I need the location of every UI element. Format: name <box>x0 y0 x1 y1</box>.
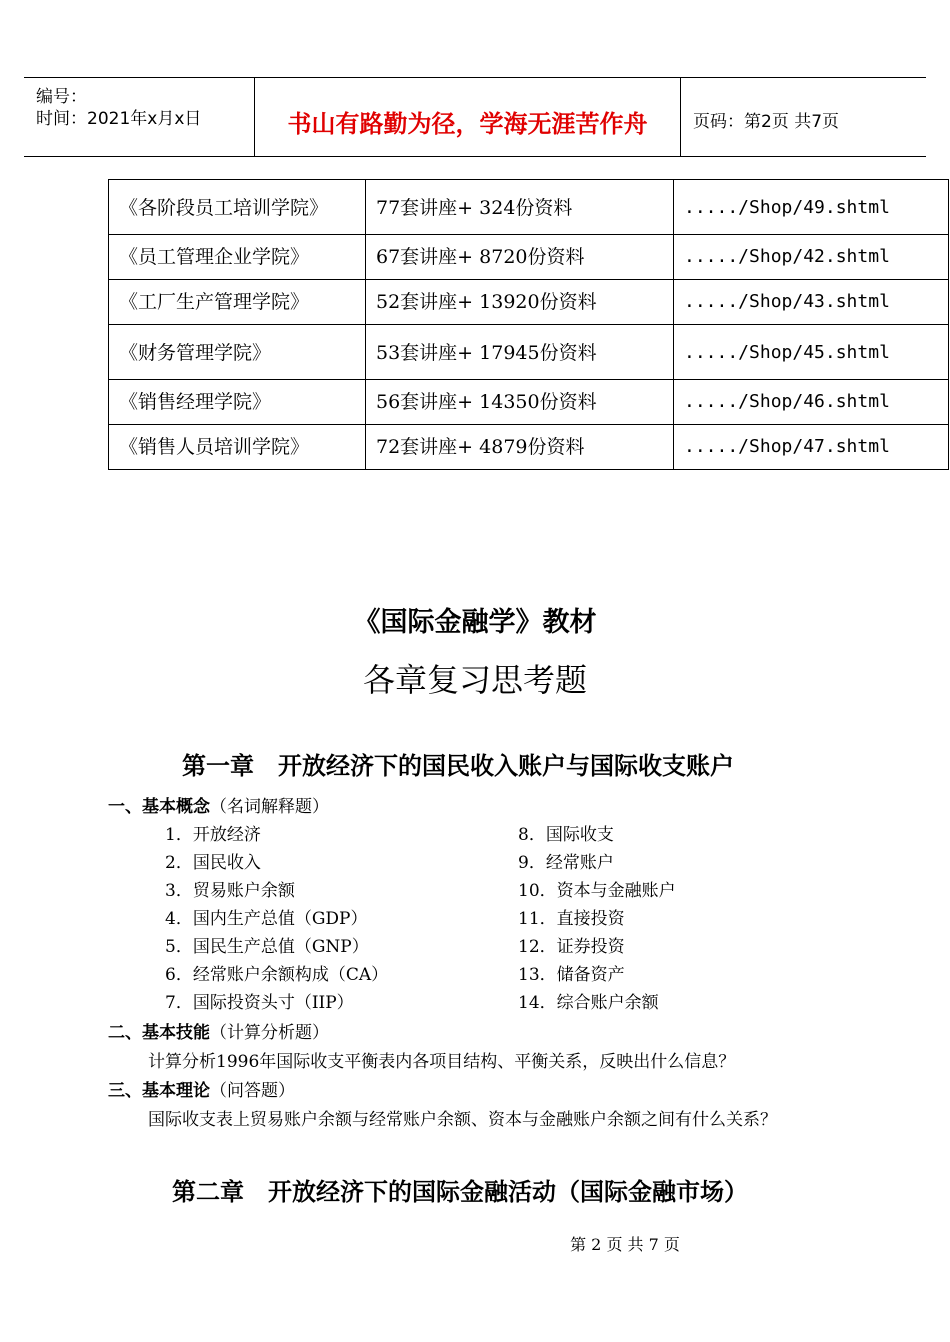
concept-item: 7．国际投资头寸（IIP） <box>165 993 354 1013</box>
table-cell-link[interactable]: ...../Shop/47.shtml <box>674 425 949 470</box>
chapter1-section1-heading <box>108 792 329 817</box>
document-number-label: 编号： <box>36 87 87 107</box>
concept-item: 2．国民收入 <box>165 853 261 873</box>
concept-item: 4．国内生产总值（GDP） <box>165 909 368 929</box>
section1-label: 一、基本概念 <box>108 797 210 817</box>
table-cell-count: 77套讲座+ 324份资料 <box>366 180 674 235</box>
concept-item: 14．综合账户余额 <box>518 993 659 1013</box>
concept-item: 5．国民生产总值（GNP） <box>165 937 369 957</box>
section1-note: （名词解释题） <box>210 797 329 817</box>
chapter2-heading: 第二章 开放经济下的国际金融活动（国际金融市场） <box>172 1178 748 1206</box>
section2-question: 计算分析1996年国际收支平衡表内各项目结构、平衡关系，反映出什么信息？ <box>148 1052 736 1072</box>
table-row <box>109 425 949 470</box>
table-cell-count: 53套讲座+ 17945份资料 <box>366 325 674 380</box>
header-motto: 书山有路勤为径，学海无涯苦作舟 <box>287 110 648 138</box>
concept-item: 12．证券投资 <box>518 937 625 957</box>
concept-item: 9．经常账户 <box>518 853 614 873</box>
table-cell-count: 56套讲座+ 14350份资料 <box>366 380 674 425</box>
concept-item: 3．贸易账户余额 <box>165 881 295 901</box>
section3-question: 国际收支表上贸易账户余额与经常账户余额、资本与金融账户余额之间有什么关系？ <box>148 1110 777 1130</box>
header-center-cell <box>255 78 681 156</box>
table-row <box>109 380 949 425</box>
table-row <box>109 235 949 280</box>
concept-item: 11．直接投资 <box>518 909 625 929</box>
document-subtitle: 各章复习思考题 <box>362 661 587 699</box>
page-header <box>24 77 926 157</box>
concept-item: 1．开放经济 <box>165 825 261 845</box>
section3-label: 三、基本理论 <box>108 1081 210 1101</box>
document-title: 《国际金融学》教材 <box>353 607 597 638</box>
table-cell-count: 72套讲座+ 4879份资料 <box>366 425 674 470</box>
table-cell-count: 67套讲座+ 8720份资料 <box>366 235 674 280</box>
table-cell-course: 《各阶段员工培训学院》 <box>109 180 366 235</box>
section3-note: （问答题） <box>210 1081 295 1101</box>
page-footer: 第 2 页 共 7 页 <box>570 1235 680 1254</box>
chapter1-section3-heading <box>108 1076 295 1101</box>
concept-item: 6．经常账户余额构成（CA） <box>165 965 389 985</box>
table-cell-course: 《员工管理企业学院》 <box>109 235 366 280</box>
header-page-info: 页码：第2页 共7页 <box>693 112 840 132</box>
table-cell-link[interactable]: ...../Shop/49.shtml <box>674 180 949 235</box>
table-cell-course: 《销售人员培训学院》 <box>109 425 366 470</box>
header-left-cell <box>24 78 255 156</box>
concept-item: 13．储备资产 <box>518 965 625 985</box>
table-row <box>109 180 949 235</box>
table-row <box>109 325 949 380</box>
document-time-label: 时间：2021年x月x日 <box>36 109 202 129</box>
section2-note: （计算分析题） <box>210 1023 329 1043</box>
concept-item: 8．国际收支 <box>518 825 614 845</box>
chapter1-section2-heading <box>108 1018 329 1043</box>
concept-item: 10．资本与金融账户 <box>518 881 676 901</box>
table-row <box>109 280 949 325</box>
table-cell-link[interactable]: ...../Shop/42.shtml <box>674 235 949 280</box>
header-right-cell <box>681 78 926 156</box>
table-cell-link[interactable]: ...../Shop/45.shtml <box>674 325 949 380</box>
table-cell-link[interactable]: ...../Shop/43.shtml <box>674 280 949 325</box>
table-cell-course: 《工厂生产管理学院》 <box>109 280 366 325</box>
table-cell-count: 52套讲座+ 13920份资料 <box>366 280 674 325</box>
table-cell-course: 《销售经理学院》 <box>109 380 366 425</box>
chapter1-heading: 第一章 开放经济下的国民收入账户与国际收支账户 <box>182 752 734 780</box>
table-cell-course: 《财务管理学院》 <box>109 325 366 380</box>
section2-label: 二、基本技能 <box>108 1023 210 1043</box>
resource-table <box>108 179 949 470</box>
table-cell-link[interactable]: ...../Shop/46.shtml <box>674 380 949 425</box>
